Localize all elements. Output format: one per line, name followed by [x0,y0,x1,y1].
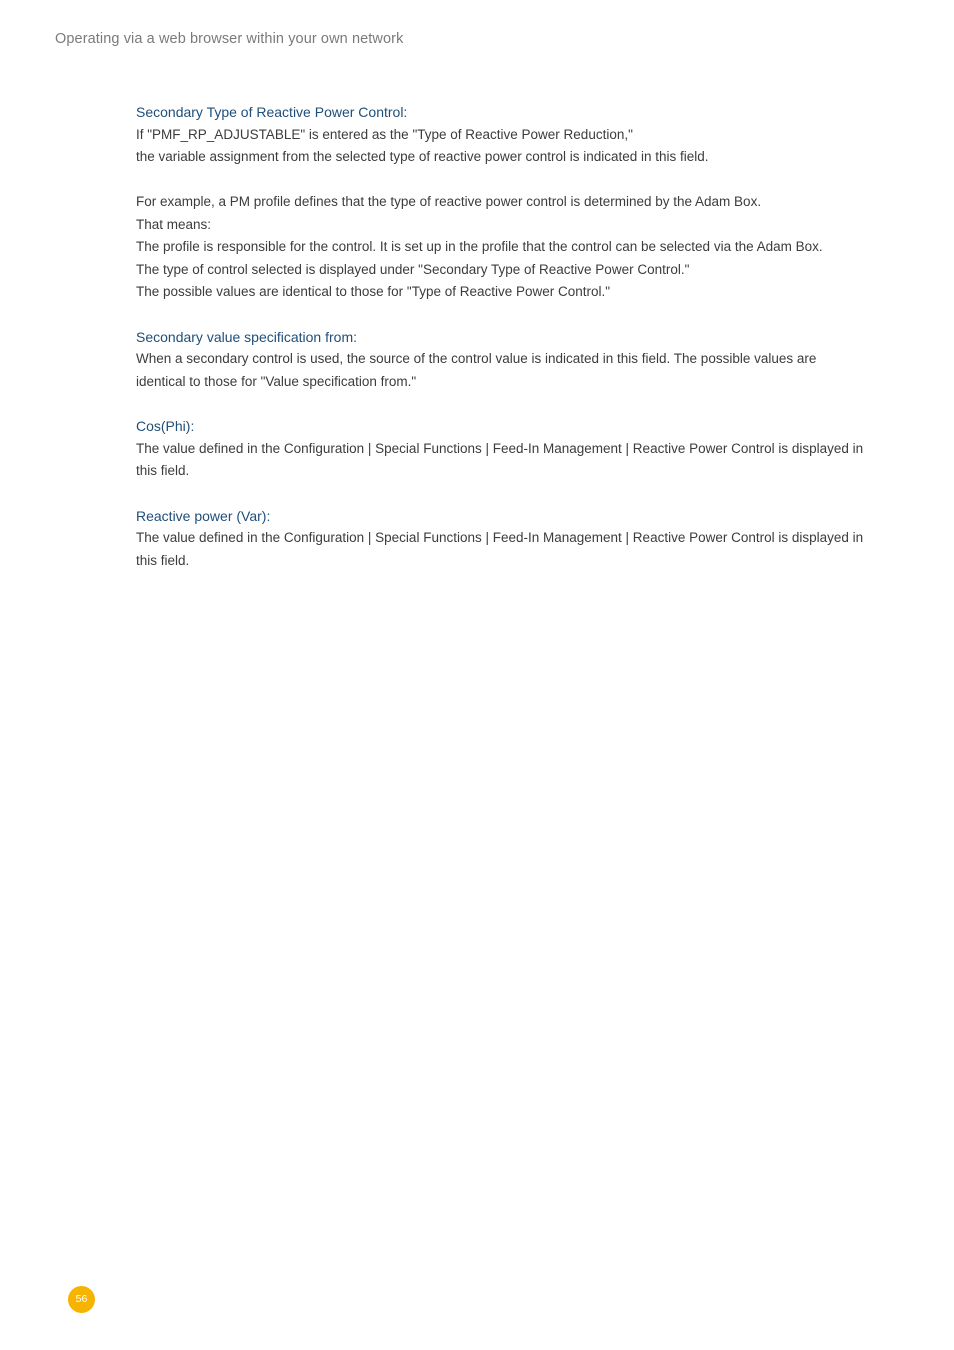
paragraph: The value defined in the Configuration | Special Functions | Feed-In Management | Reactive Power Control is displayed in this field. [136,440,864,478]
paragraph: the variable assignment from the selected type of reactive power control is indicated in this field. [136,149,709,164]
section-reactive-power [136,505,866,573]
paragraph: The value defined in the Configuration | Special Functions | Feed-In Management | Reactive Power Control is displayed in this field. [136,530,864,568]
paragraph: The possible values are identical to those for "Type of Reactive Power Control." [136,284,611,299]
section-secondary-type [136,101,866,304]
paragraph: When a secondary control is used, the source of the control value is indicated in this field. The possible values are identical to those for "Value specification from." [136,351,817,389]
running-header: Operating via a web browser within your own network [55,31,404,47]
paragraph: That means: [136,216,212,232]
page-number-badge: 56 [68,1286,95,1313]
paragraph: If "PMF_RP_ADJUSTABLE" is entered as the "Type of Reactive Power Reduction," [136,126,633,142]
document-body [136,101,866,594]
paragraph: The profile is responsible for the control. It is set up in the profile that the control can be selected via the Adam Box. [136,239,823,254]
section-heading: Secondary Type of Reactive Power Control: [136,104,408,120]
section-cos-phi [136,415,866,483]
paragraph: The type of control selected is displayed under "Secondary Type of Reactive Power Control." [136,261,690,277]
paragraph: For example, a PM profile defines that the type of reactive power control is determined by the Adam Box. [136,194,762,209]
section-heading: Secondary value specification from: [136,328,357,345]
section-heading: Reactive power (Var): [136,507,271,524]
section-secondary-value-spec [136,326,866,394]
section-heading: Cos(Phi): [136,418,195,434]
